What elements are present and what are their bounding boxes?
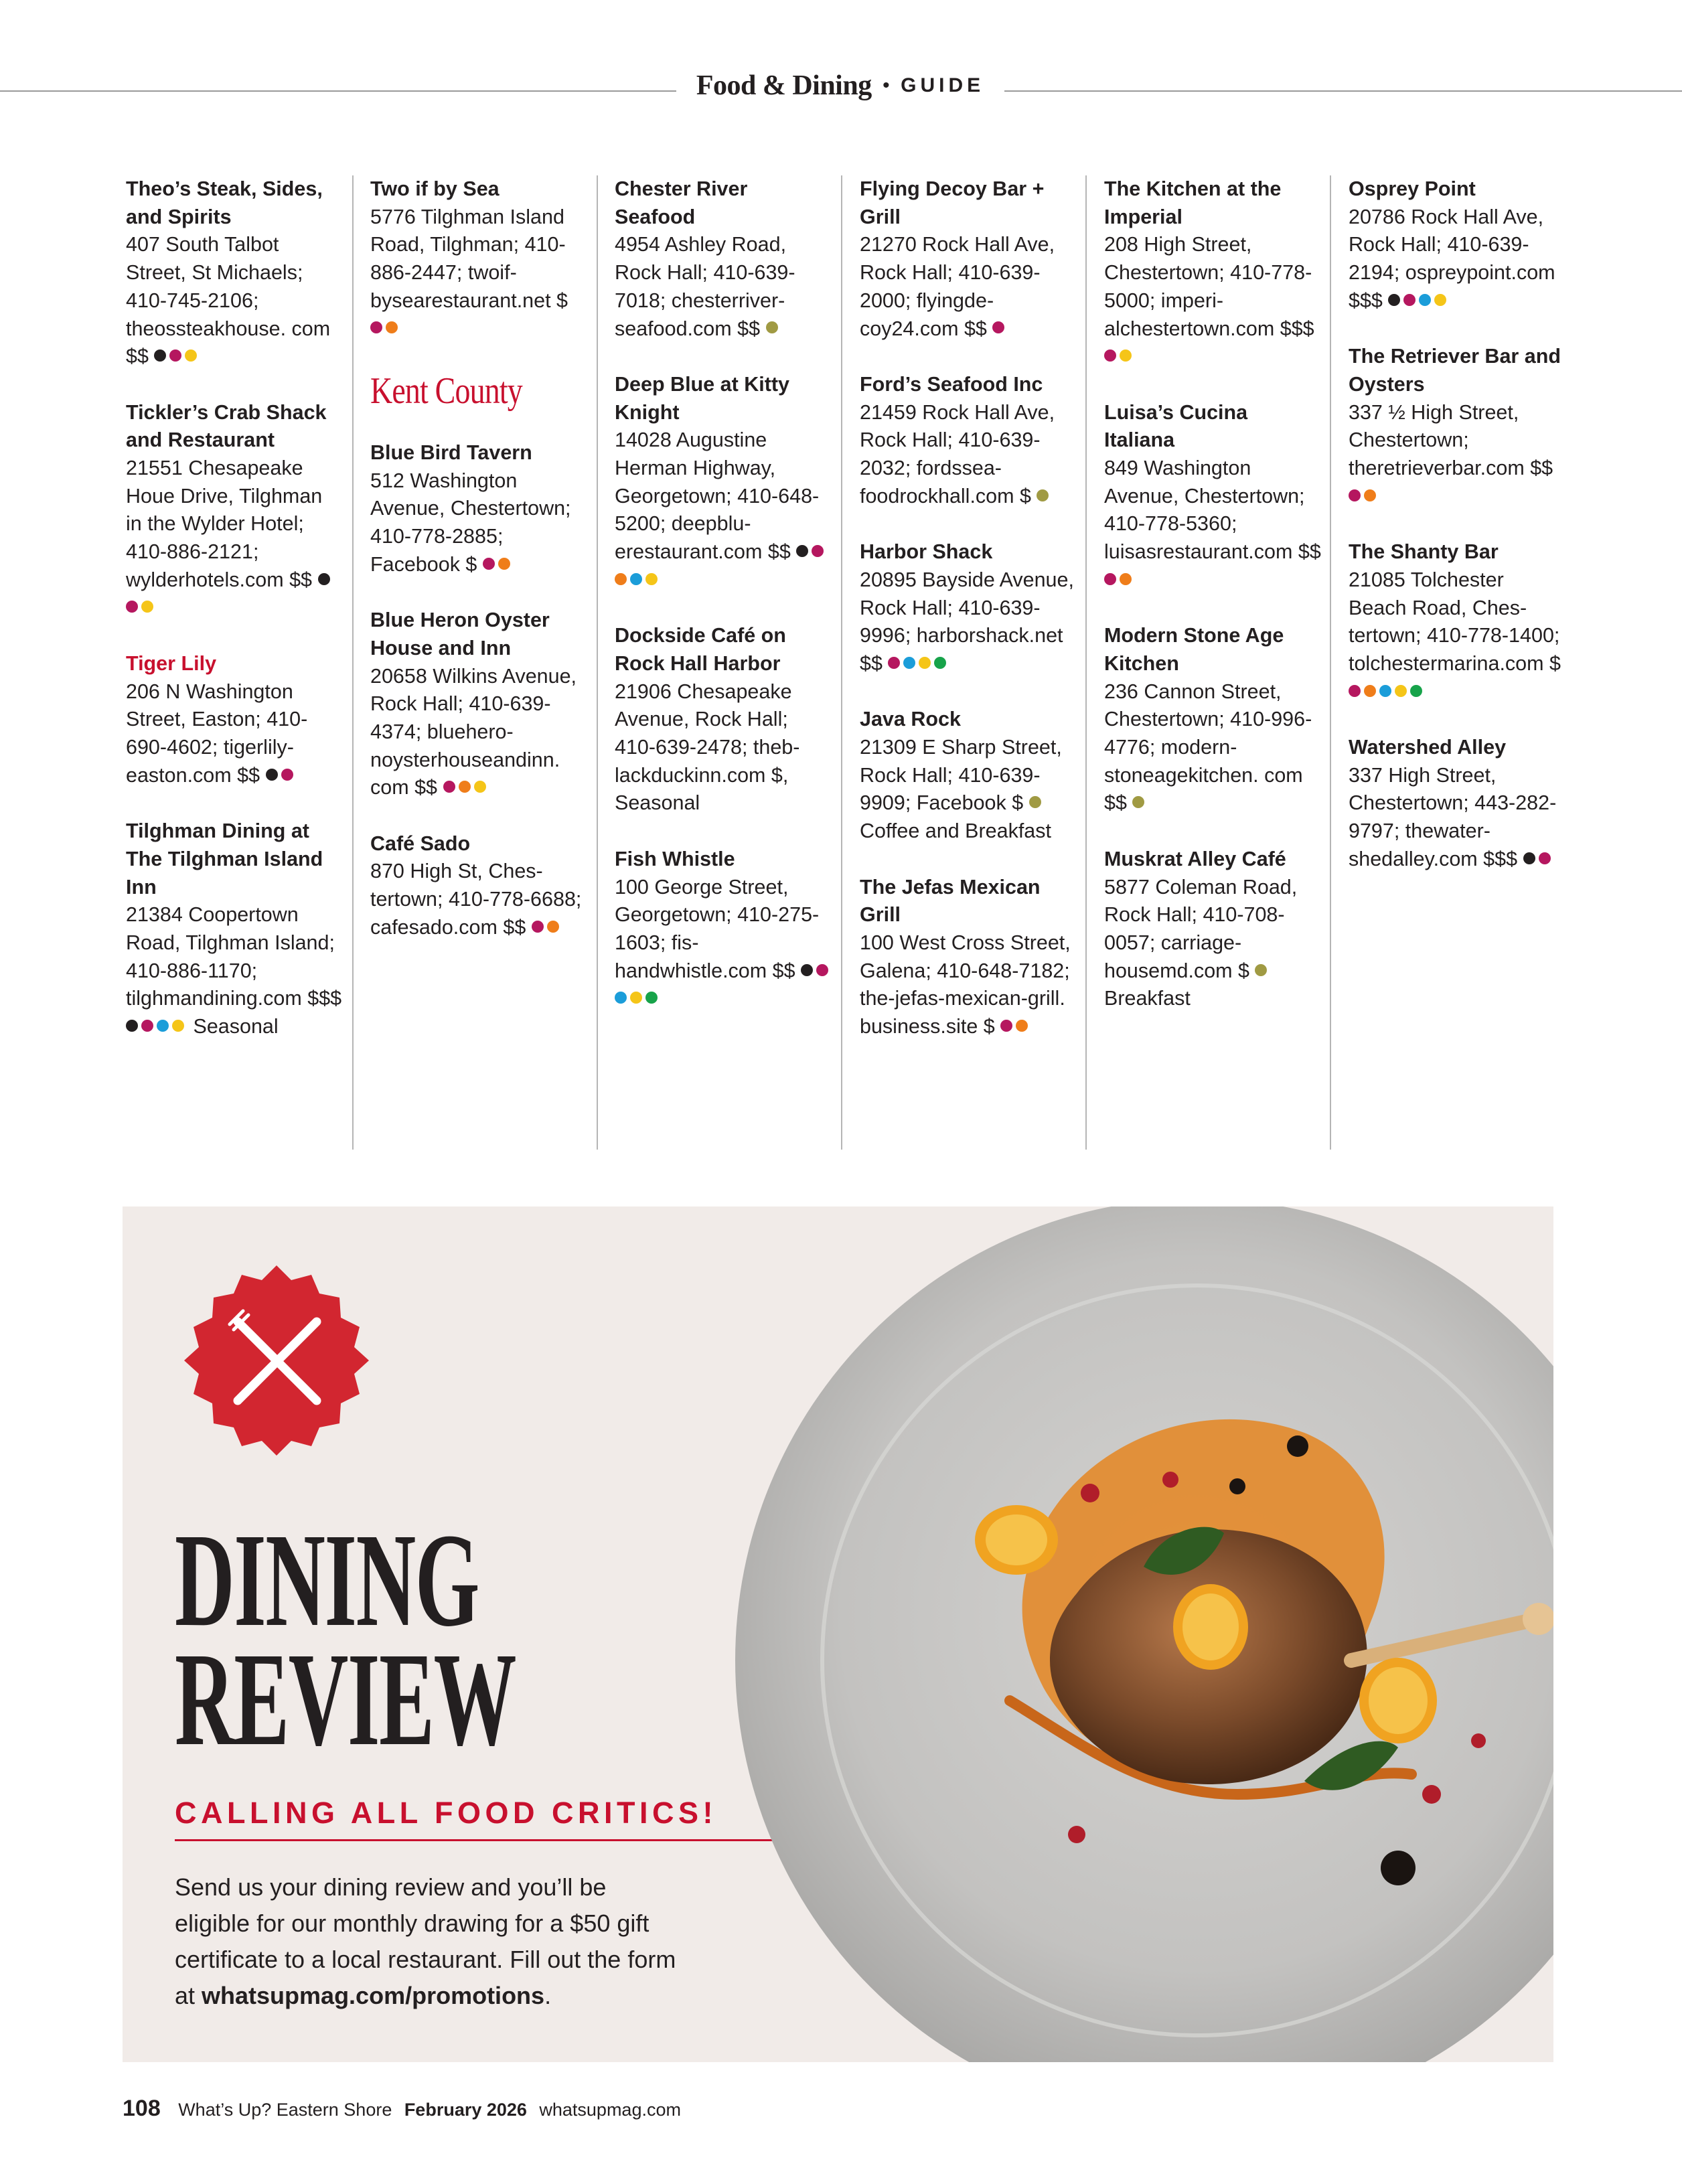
restaurant-details: 236 Cannon Street, Chestertown; 410-996-4776; modernstoneagekitchen. com $$ — [1104, 680, 1312, 815]
cuisine-dot-icon — [474, 781, 486, 793]
restaurant-details: 206 N Washington Street, Easton; 410-690-4602; tigerlilyeaston.com $$ — [126, 680, 308, 787]
restaurant-name: Osprey Point — [1349, 177, 1476, 200]
restaurant-name: Tickler’s Crab Shack and Restaurant — [126, 400, 327, 452]
restaurant-name: Tiger Lily — [126, 651, 217, 675]
restaurant-listing — [860, 538, 1077, 678]
cuisine-dot-icon — [1539, 852, 1551, 864]
subtitle-underline — [175, 1839, 777, 1841]
restaurant-name: Deep Blue at Kitty Knight — [615, 372, 789, 424]
cuisine-dot-icon — [812, 545, 824, 557]
restaurant-listing — [370, 439, 588, 579]
cuisine-dot-icon — [645, 992, 658, 1004]
cuisine-dot-icon — [498, 558, 510, 570]
restaurant-details: 21085 Tolchester Beach Road, Chestertown; 410-778-1400; tolchestermarina.com $ — [1349, 568, 1561, 675]
cuisine-dot-icon — [141, 601, 153, 613]
restaurant-name: Flying Decoy Bar + Grill — [860, 177, 1045, 228]
restaurant-details: 407 South Talbot Street, St Michaels; 410-745-2106; theossteakhouse. com $$ — [126, 233, 331, 368]
column-divider — [352, 175, 354, 1150]
cuisine-dot-icon — [796, 545, 808, 557]
cuisine-dot-icon — [1016, 1020, 1028, 1032]
cuisine-dot-icon — [615, 992, 627, 1004]
header-rule-right — [1004, 90, 1682, 92]
restaurant-name: Fish Whistle — [615, 847, 735, 870]
title-line-2: REVIEW — [175, 1626, 516, 1774]
cuisine-dot-icon — [185, 349, 197, 362]
restaurant-name: Muskrat Alley Café — [1104, 847, 1286, 870]
listing-column-5 — [1104, 175, 1322, 1041]
restaurant-details: 21459 Rock Hall Ave, Rock Hall; 410-639-2032; fordsseafoodrockhall.com $ — [860, 400, 1055, 508]
restaurant-details: 20786 Rock Hall Ave, Rock Hall; 410-639-2194; ospreypoint.com $$$ — [1349, 205, 1555, 312]
restaurant-listing — [126, 817, 343, 1041]
restaurant-listing — [126, 650, 343, 790]
restaurant-listing — [1104, 846, 1322, 1013]
cuisine-dot-icon — [1120, 349, 1132, 362]
promo-body — [175, 1869, 684, 2014]
cuisine-dot-icon — [169, 349, 181, 362]
restaurant-listing — [1349, 175, 1566, 315]
section-title: Food & Dining — [696, 70, 872, 101]
cuisine-dot-icon — [281, 769, 293, 781]
restaurant-name: Two if by Sea — [370, 177, 500, 200]
restaurant-name: Café Sado — [370, 832, 471, 855]
restaurant-name: Ford’s Seafood Inc — [860, 372, 1043, 396]
cuisine-dot-icon — [1523, 852, 1535, 864]
restaurant-details: 21551 Chesapeake Houe Drive, Tilghman in the Wylder Hotel; 410-886-2121; wylderhotels.com $$ — [126, 457, 323, 591]
cuisine-dot-icon — [934, 657, 946, 669]
listing-column-2 — [370, 175, 588, 969]
promotions-link[interactable]: whatsupmag.com/promotions — [202, 1982, 545, 2009]
footer-website[interactable]: whatsupmag.com — [539, 2100, 681, 2120]
cuisine-dot-icon — [615, 573, 627, 585]
cuisine-dot-icon — [318, 573, 330, 585]
header-rule-left — [0, 90, 676, 92]
restaurant-details: 5776 Tilghman Island Road, Tilghman; 410-886-2447; twoifbysearestaurant.net $ — [370, 205, 568, 312]
restaurant-listing — [860, 874, 1077, 1041]
cuisine-dot-icon — [141, 1020, 153, 1032]
restaurant-details: 849 Washington Avenue, Chestertown; 410-778-5360; luisasrestaurant.com $$ — [1104, 457, 1321, 564]
cuisine-dot-icon — [370, 321, 382, 333]
cuisine-dot-icon — [992, 321, 1004, 333]
cuisine-dot-icon — [1403, 294, 1416, 306]
listing-column-4 — [860, 175, 1077, 1069]
cuisine-dot-icon — [1132, 796, 1144, 808]
restaurant-name: The Retriever Bar and Oysters — [1349, 345, 1561, 396]
restaurant-details: 21906 Chesapeake Avenue, Rock Hall; 410-639-2478; theblackduckinn.com $, Seasonal — [615, 680, 800, 815]
restaurant-details: 337 High Street, Chestertown; 443-282-9797; thewatershedalley.com $$$ — [1349, 763, 1557, 870]
restaurant-listing — [1349, 734, 1566, 874]
header-separator: • — [883, 74, 890, 96]
cuisine-dot-icon — [1434, 294, 1446, 306]
restaurant-details: 14028 Augustine Herman Highway, Georgetown; 410-648-5200; deepbluerestaurant.com $$ — [615, 428, 820, 564]
restaurant-name: Blue Heron Oyster House and Inn — [370, 609, 550, 659]
cuisine-dot-icon — [172, 1020, 184, 1032]
cuisine-dot-icon — [483, 558, 495, 570]
cuisine-dot-icon — [630, 992, 642, 1004]
cuisine-dot-icon — [1364, 489, 1376, 501]
restaurant-name: Dockside Café on Rock Hall Harbor — [615, 624, 786, 675]
plated-dish-image — [729, 1206, 1553, 2062]
restaurant-name: Luisa’s Cucina Italiana — [1104, 400, 1248, 452]
restaurant-details: 21270 Rock Hall Ave, Rock Hall; 410-639-2000; flyingdecoy24.com $$ — [860, 233, 1055, 340]
restaurant-details: 100 West Cross Street, Galena; 410-648-7182; the-jefas-mexican-grill. business.site $ — [860, 931, 1071, 1038]
page-number: 108 — [123, 2096, 161, 2121]
column-divider — [1330, 175, 1331, 1150]
restaurant-details: 870 High St, Chestertown; 410-778-6688; cafesado.com $$ — [370, 860, 582, 939]
restaurant-name: Chester River Seafood — [615, 177, 748, 228]
cuisine-dot-icon — [903, 657, 915, 669]
restaurant-note: Seasonal — [193, 1015, 279, 1038]
issue-month: February 2026 — [404, 2100, 527, 2120]
cuisine-dot-icon — [126, 1020, 138, 1032]
dining-review-title — [175, 1506, 516, 1774]
restaurant-listing — [860, 175, 1077, 343]
column-divider — [1085, 175, 1087, 1150]
restaurant-name: The Kitchen at the Imperial — [1104, 177, 1282, 228]
restaurant-name: Tilghman Dining at The Tilghman Island Inn — [126, 820, 323, 899]
cuisine-dot-icon — [816, 964, 828, 976]
restaurant-details: 4954 Ashley Road, Rock Hall; 410-639-7018; chesterriverseafood.com $$ — [615, 233, 795, 340]
restaurant-listing — [1349, 343, 1566, 510]
restaurant-listing — [1349, 538, 1566, 706]
restaurant-listing — [1104, 399, 1322, 595]
column-divider — [841, 175, 842, 1150]
restaurant-name: Watershed Alley — [1349, 736, 1507, 759]
cuisine-dot-icon — [154, 349, 166, 362]
cuisine-dot-icon — [547, 921, 559, 933]
restaurant-details: 21384 Coopertown Road, Tilghman Island; 410-886-1170; tilghmandining.com $$$ — [126, 903, 342, 1010]
cuisine-dot-icon — [645, 573, 658, 585]
publication-name: What’s Up? Eastern Shore — [178, 2100, 392, 2120]
listing-column-6 — [1349, 175, 1566, 901]
cuisine-dot-icon — [1000, 1020, 1012, 1032]
restaurant-details: 5877 Coleman Road, Rock Hall; 410-708-0057; carriagehousemd.com $ — [1104, 875, 1298, 982]
restaurant-listing — [370, 830, 588, 942]
cuisine-dot-icon — [459, 781, 471, 793]
restaurant-details: 21309 E Sharp Street, Rock Hall; 410-639-9909; Facebook $ — [860, 736, 1062, 815]
listing-column-1 — [126, 175, 343, 1069]
restaurant-listing — [615, 622, 832, 817]
cuisine-dot-icon — [443, 781, 455, 793]
restaurant-listing — [126, 175, 343, 371]
restaurant-listing — [1104, 175, 1322, 371]
fork-knife-badge-icon — [176, 1260, 377, 1461]
restaurant-details: 337 ½ High Street, Chestertown; theretrieverbar.com $$ — [1349, 400, 1553, 480]
cuisine-dot-icon — [919, 657, 931, 669]
restaurant-details: 100 George Street, Georgetown; 410-275-1603; fishandwhistle.com $$ — [615, 875, 820, 982]
restaurant-details: 20658 Wilkins Avenue, Rock Hall; 410-639-4374; blueheronoysterhouseandinn. com $$ — [370, 664, 577, 799]
restaurant-listing — [615, 175, 832, 343]
cuisine-dot-icon — [888, 657, 900, 669]
restaurant-note: Coffee and Breakfast — [860, 820, 1051, 843]
cuisine-dot-icon — [1364, 685, 1376, 697]
cuisine-dot-icon — [157, 1020, 169, 1032]
restaurant-listing — [126, 399, 343, 623]
cuisine-dot-icon — [1379, 685, 1391, 697]
restaurant-name: Harbor Shack — [860, 540, 993, 564]
cuisine-dot-icon — [1255, 964, 1267, 976]
cuisine-dot-icon — [1029, 796, 1041, 808]
restaurant-note: Breakfast — [1104, 987, 1191, 1010]
restaurant-name: Modern Stone Age Kitchen — [1104, 624, 1284, 675]
restaurant-listing — [615, 371, 832, 595]
cuisine-dot-icon — [1349, 489, 1361, 501]
restaurant-name: Blue Bird Tavern — [370, 441, 532, 464]
promo-subtitle: CALLING ALL FOOD CRITICS! — [175, 1796, 717, 1830]
guide-label: GUIDE — [901, 74, 985, 96]
cuisine-dot-icon — [1037, 489, 1049, 501]
cuisine-dot-icon — [266, 769, 278, 781]
cuisine-dot-icon — [386, 321, 398, 333]
dining-review-promo — [123, 1206, 1553, 2062]
cuisine-dot-icon — [1410, 685, 1422, 697]
cuisine-dot-icon — [1395, 685, 1407, 697]
cuisine-dot-icon — [1104, 573, 1116, 585]
cuisine-dot-icon — [766, 321, 778, 333]
promo-body-text: Send us your dining review and you’ll be eligible for our monthly drawing for a $50 gift certificate to a local restaurant. Fill out the form at — [175, 1873, 676, 2009]
section-header — [676, 70, 1004, 102]
restaurant-details: 20895 Bayside Avenue, Rock Hall; 410-639-9996; harborshack.net $$ — [860, 568, 1074, 675]
cuisine-dot-icon — [126, 601, 138, 613]
cuisine-dot-icon — [532, 921, 544, 933]
restaurant-details: 512 Washington Avenue, Chestertown; 410-778-2885; Facebook $ — [370, 469, 571, 576]
restaurant-listing — [615, 846, 832, 1013]
title-line-1: DINING — [175, 1506, 479, 1654]
restaurant-listing — [1104, 622, 1322, 817]
restaurant-name: The Shanty Bar — [1349, 540, 1499, 564]
cuisine-dot-icon — [1120, 573, 1132, 585]
cuisine-dot-icon — [1104, 349, 1116, 362]
restaurant-listing — [370, 175, 588, 343]
restaurant-listing — [370, 607, 588, 802]
cuisine-dot-icon — [801, 964, 813, 976]
page-footer — [123, 2096, 681, 2122]
restaurant-listing — [860, 371, 1077, 511]
county-heading: Kent County — [370, 370, 522, 412]
restaurant-listing — [860, 706, 1077, 846]
cuisine-dot-icon — [630, 573, 642, 585]
restaurant-name: Theo’s Steak, Sides, and Spirits — [126, 177, 323, 228]
restaurant-details: 208 High Street, Chestertown; 410-778-5000; imperialchestertown.com $$$ — [1104, 233, 1314, 340]
listing-column-3 — [615, 175, 832, 1041]
cuisine-dot-icon — [1349, 685, 1361, 697]
column-divider — [597, 175, 598, 1150]
cuisine-dot-icon — [1419, 294, 1431, 306]
cuisine-dot-icon — [1388, 294, 1400, 306]
restaurant-name: Java Rock — [860, 708, 961, 731]
promo-body-end: . — [544, 1982, 552, 2009]
restaurant-name: The Jefas Mexican Grill — [860, 875, 1041, 927]
